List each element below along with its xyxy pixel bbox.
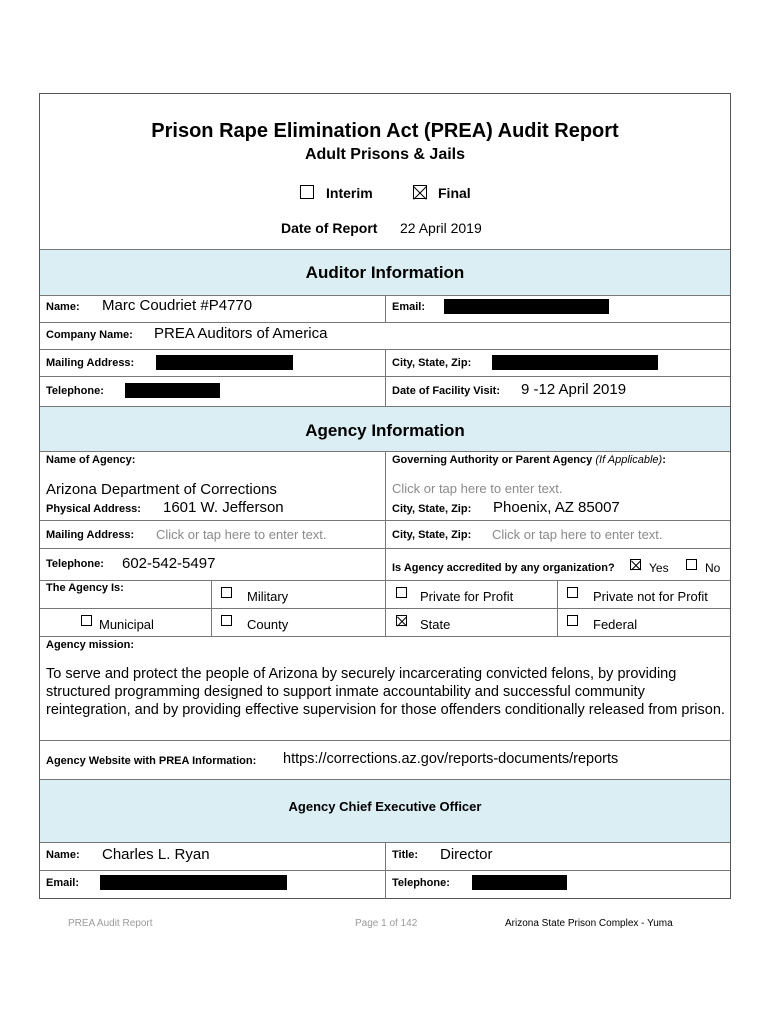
final-checkbox[interactable] (413, 185, 427, 199)
type-federal-label: Federal (593, 617, 638, 632)
ceo-telephone-redacted (472, 875, 567, 890)
agency-telephone-value[interactable]: 602-542-5497 (122, 555, 216, 572)
type-private-profit-label: Private for Profit (420, 589, 514, 604)
physical-address-label: Physical Address: (46, 503, 141, 515)
agency-type-label: The Agency Is: (46, 582, 124, 594)
auditor-telephone-redacted (125, 383, 220, 398)
type-private-nonprofit-checkbox[interactable] (567, 587, 578, 598)
auditor-mailing-redacted (156, 355, 293, 370)
type-municipal-label: Municipal (99, 617, 154, 632)
type-military-checkbox[interactable] (221, 587, 232, 598)
agency-name-value[interactable]: Arizona Department of Corrections (46, 481, 277, 498)
accredited-no-label: No (705, 561, 721, 575)
date-of-report-value[interactable]: 22 April 2019 (400, 220, 482, 236)
interim-checkbox[interactable] (300, 185, 314, 199)
physical-city-value[interactable]: Phoenix, AZ 85007 (493, 499, 620, 516)
auditor-email-label: Email: (392, 301, 426, 313)
ceo-title-label: Title: (392, 849, 419, 861)
accredited-label: Is Agency accredited by any organization? (392, 562, 615, 574)
type-state-label: State (420, 617, 451, 632)
auditor-city-redacted (492, 355, 658, 370)
type-state-checkbox[interactable] (396, 615, 407, 626)
facility-visit-value[interactable]: 9 -12 April 2019 (521, 381, 627, 398)
agency-name-label: Name of Agency: (46, 454, 136, 466)
ceo-section-title: Agency Chief Executive Officer (288, 799, 482, 814)
agency-mailing-input[interactable]: Click or tap here to enter text. (156, 527, 327, 542)
agency-mailing-label: Mailing Address: (46, 529, 135, 541)
auditor-name-label: Name: (46, 301, 80, 313)
type-municipal-checkbox[interactable] (81, 615, 92, 626)
auditor-telephone-label: Telephone: (46, 385, 104, 397)
final-label: Final (438, 185, 471, 201)
agency-website-value[interactable]: https://corrections.az.gov/reports-documents/reports (283, 751, 619, 767)
governing-authority-input[interactable]: Click or tap here to enter text. (392, 481, 563, 496)
date-of-report-label: Date of Report (281, 220, 378, 236)
auditor-email-redacted (444, 299, 609, 314)
auditor-section-title: Auditor Information (305, 263, 465, 282)
type-military-label: Military (247, 589, 289, 604)
footer-left: PREA Audit Report (68, 918, 153, 929)
auditor-city-label: City, State, Zip: (392, 357, 472, 369)
type-private-nonprofit-label: Private not for Profit (593, 589, 708, 604)
page-subtitle: Adult Prisons & Jails (304, 146, 466, 163)
type-county-checkbox[interactable] (221, 615, 232, 626)
agency-section-title: Agency Information (305, 421, 465, 440)
ceo-title-value[interactable]: Director (440, 846, 493, 863)
agency-mailing-city-input[interactable]: Click or tap here to enter text. (492, 527, 663, 542)
company-name-label: Company Name: (46, 329, 133, 341)
footer-page-number: Page 1 of 142 (355, 918, 418, 929)
governing-authority-note: (If Applicable) (595, 454, 663, 466)
facility-visit-label: Date of Facility Visit: (392, 385, 500, 397)
agency-website-label: Agency Website with PREA Information: (46, 755, 257, 767)
auditor-name-value[interactable]: Marc Coudriet #P4770 (102, 297, 253, 314)
agency-mission-text[interactable]: To serve and protect the people of Arizona by securely incarcerating convicted felons, by providing structured programming designed to support inmate accountability and successful community reintegration, and by providing effective supervision for those offenders conditionally released from prison. (46, 666, 725, 718)
ceo-name-label: Name: (46, 849, 80, 861)
type-private-profit-checkbox[interactable] (396, 587, 407, 598)
ceo-email-label: Email: (46, 877, 80, 889)
type-federal-checkbox[interactable] (567, 615, 578, 626)
auditor-mailing-label: Mailing Address: (46, 357, 135, 369)
type-county-label: County (247, 617, 289, 632)
ceo-name-value[interactable]: Charles L. Ryan (102, 846, 210, 863)
ceo-email-redacted (100, 875, 287, 890)
ceo-telephone-label: Telephone: (392, 877, 450, 889)
agency-mailing-city-label: City, State, Zip: (392, 529, 472, 541)
agency-telephone-label: Telephone: (46, 558, 104, 570)
interim-label: Interim (326, 185, 373, 201)
physical-city-label: City, State, Zip: (392, 503, 472, 515)
company-name-value[interactable]: PREA Auditors of America (154, 325, 328, 342)
accredited-yes-checkbox[interactable] (630, 559, 641, 570)
accredited-yes-label: Yes (649, 561, 669, 575)
governing-authority-label: Governing Authority or Parent Agency (If Applicable): (392, 454, 666, 466)
footer-right: Arizona State Prison Complex - Yuma (505, 918, 673, 929)
agency-mission-label: Agency mission: (46, 639, 135, 651)
accredited-no-checkbox[interactable] (686, 559, 697, 570)
physical-address-value[interactable]: 1601 W. Jefferson (163, 499, 284, 516)
page-title: Prison Rape Elimination Act (PREA) Audit Report (151, 120, 619, 142)
